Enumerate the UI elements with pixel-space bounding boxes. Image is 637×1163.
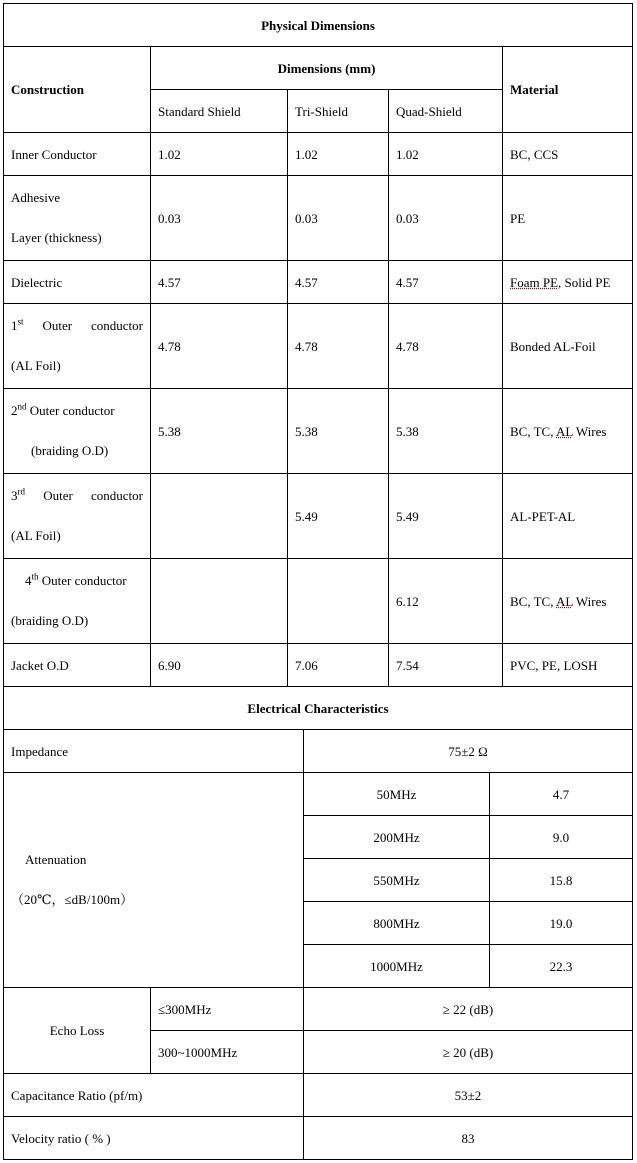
tri-shield-header: Tri-Shield: [288, 90, 389, 133]
table-row: [4, 389, 633, 474]
material-cell: BC, CCS: [503, 133, 633, 176]
table-row: [4, 773, 633, 816]
attenuation-frequency: 50MHz: [304, 773, 490, 816]
attenuation-label-cell: [4, 773, 304, 988]
table-row: [4, 133, 633, 176]
table-row: [4, 474, 633, 559]
construction-line-2: (AL Foil): [11, 358, 61, 373]
attenuation-frequency: 200MHz: [304, 816, 490, 859]
material-part: BC, TC,: [510, 423, 557, 439]
echo-loss-label: Echo Loss: [4, 988, 151, 1074]
standard-value: [151, 474, 288, 559]
construction-cell: Dielectric: [4, 261, 151, 304]
ordinal-number: 4: [25, 573, 32, 588]
spec-sheet: [3, 3, 633, 1160]
ordinal-suffix: th: [31, 571, 39, 582]
tri-value: 7.06: [288, 644, 389, 687]
ordinal-suffix: st: [17, 316, 24, 327]
construction-cell: [4, 176, 151, 261]
construction-line-1: [11, 476, 143, 516]
material-part: Wires: [572, 423, 607, 439]
velocity-value: 83: [304, 1117, 633, 1160]
material-cell: [503, 559, 633, 644]
construction-text: Outer conductor: [42, 318, 143, 333]
attenuation-frequency: 800MHz: [304, 902, 490, 945]
impedance-label: Impedance: [4, 730, 304, 773]
echo-value: ≥ 22 (dB): [304, 988, 633, 1031]
construction-line-1: Adhesive: [11, 190, 61, 205]
construction-text: Outer conductor: [29, 403, 115, 418]
ordinal: [11, 488, 25, 503]
material-header: Material: [503, 47, 633, 133]
capacitance-value: 53±2: [304, 1074, 633, 1117]
standard-value: 5.38: [151, 389, 288, 474]
quad-shield-header: Quad-Shield: [389, 90, 503, 133]
material-part: Foam PE: [510, 274, 559, 290]
standard-value: 4.78: [151, 304, 288, 389]
quad-value: 4.57: [389, 261, 503, 304]
echo-range: 300~1000MHz: [151, 1031, 304, 1074]
standard-shield-header: Standard Shield: [151, 90, 288, 133]
construction-line-2: Layer (thickness): [11, 230, 102, 245]
electrical-characteristics-table: [3, 686, 633, 1160]
construction-text: Outer conductor: [43, 488, 143, 503]
table-row: [4, 644, 633, 687]
attenuation-value: 19.0: [490, 902, 633, 945]
quad-value: 7.54: [389, 644, 503, 687]
physical-dimensions-title: Physical Dimensions: [4, 4, 633, 47]
construction-text: Outer conductor: [41, 573, 127, 588]
construction-cell: Inner Conductor: [4, 133, 151, 176]
tri-value: 4.78: [288, 304, 389, 389]
material-cell: PVC, PE, LOSH: [503, 644, 633, 687]
material-cell: [503, 389, 633, 474]
velocity-label: Velocity ratio ( % ): [4, 1117, 304, 1160]
table-row: [4, 176, 633, 261]
attenuation-label: Attenuation: [25, 852, 87, 867]
table-row: [4, 261, 633, 304]
attenuation-value: 15.8: [490, 859, 633, 902]
standard-value: 4.57: [151, 261, 288, 304]
tri-value: 4.57: [288, 261, 389, 304]
echo-range: ≤300MHz: [151, 988, 304, 1031]
electrical-characteristics-title: Electrical Characteristics: [4, 687, 633, 730]
material-part: AL: [556, 593, 573, 609]
tri-value: 1.02: [288, 133, 389, 176]
quad-value: 4.78: [389, 304, 503, 389]
attenuation-value: 4.7: [490, 773, 633, 816]
material-cell: [503, 261, 633, 304]
table-row: [4, 1117, 633, 1160]
material-part: Wires: [572, 593, 607, 609]
quad-value: 0.03: [389, 176, 503, 261]
material-cell: PE: [503, 176, 633, 261]
construction-line-1: [11, 391, 143, 431]
material-cell: Bonded AL-Foil: [503, 304, 633, 389]
ordinal-number: 1: [11, 318, 18, 333]
echo-value: ≥ 20 (dB): [304, 1031, 633, 1074]
construction-line-2: (braiding O.D): [31, 443, 109, 458]
quad-value: 5.38: [389, 389, 503, 474]
dimensions-header: Dimensions (mm): [151, 47, 503, 90]
construction-line-2: (AL Foil): [11, 528, 61, 543]
construction-header: Construction: [4, 47, 151, 133]
tri-value: 0.03: [288, 176, 389, 261]
impedance-value: 75±2 Ω: [304, 730, 633, 773]
capacitance-label: Capacitance Ratio (pf/m): [4, 1074, 304, 1117]
table-row: [4, 988, 633, 1031]
table-row: [4, 730, 633, 773]
material-part: AL: [556, 423, 573, 439]
construction-cell: [4, 559, 151, 644]
quad-value: 5.49: [389, 474, 503, 559]
attenuation-frequency: 1000MHz: [304, 945, 490, 988]
material-part: , Solid PE: [558, 274, 611, 290]
table-row: [4, 304, 633, 389]
ordinal-number: 2: [11, 403, 18, 418]
material-part: BC, TC,: [510, 593, 557, 609]
construction-cell: [4, 389, 151, 474]
ordinal-suffix: rd: [17, 486, 25, 497]
attenuation-frequency: 550MHz: [304, 859, 490, 902]
attenuation-value: 9.0: [490, 816, 633, 859]
construction-cell: [4, 304, 151, 389]
standard-value: 1.02: [151, 133, 288, 176]
ordinal-number: 3: [11, 488, 18, 503]
standard-value: 0.03: [151, 176, 288, 261]
quad-value: 1.02: [389, 133, 503, 176]
construction-line-2: (braiding O.D): [11, 613, 89, 628]
construction-line-1: [11, 306, 143, 346]
quad-value: 6.12: [389, 559, 503, 644]
construction-line-1: [11, 561, 143, 601]
tri-value: 5.49: [288, 474, 389, 559]
standard-value: 6.90: [151, 644, 288, 687]
physical-dimensions-table: [3, 3, 633, 687]
table-row: [4, 559, 633, 644]
attenuation-value: 22.3: [490, 945, 633, 988]
construction-cell: Jacket O.D: [4, 644, 151, 687]
tri-value: 5.38: [288, 389, 389, 474]
standard-value: [151, 559, 288, 644]
table-row: [4, 1074, 633, 1117]
attenuation-condition: （20℃，≤dB/100m）: [11, 892, 134, 907]
material-cell: AL-PET-AL: [503, 474, 633, 559]
tri-value: [288, 559, 389, 644]
construction-cell: [4, 474, 151, 559]
ordinal-suffix: nd: [17, 401, 27, 412]
ordinal: [11, 318, 24, 333]
